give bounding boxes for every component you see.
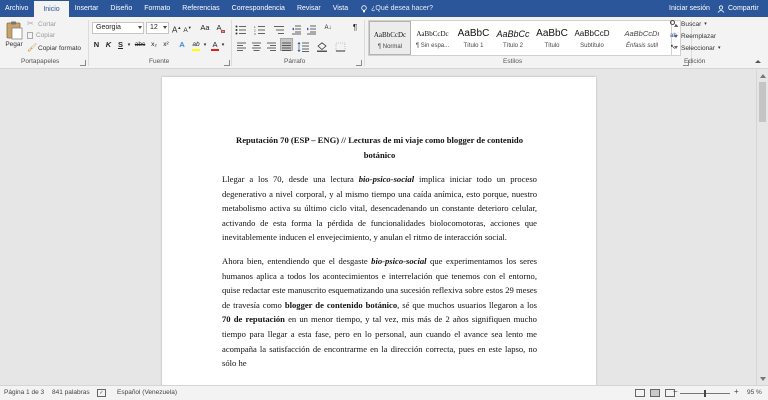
language[interactable]: Español (Venezuela): [117, 389, 177, 396]
paragraph-dialog-launcher[interactable]: [356, 60, 362, 66]
tab-formato[interactable]: Formato: [144, 5, 171, 12]
style-title[interactable]: [533, 21, 571, 55]
status-bar: [0, 385, 768, 400]
style-heading-2[interactable]: [493, 21, 533, 55]
paste-button[interactable]: [4, 20, 24, 56]
bold-button[interactable]: N: [93, 40, 100, 49]
format-painter-button[interactable]: [27, 44, 81, 52]
font-name-value: Georgia: [96, 24, 121, 31]
svg-text:2: 2: [254, 28, 256, 33]
decrease-indent-icon: [291, 25, 302, 35]
scissors-icon: ✂: [27, 19, 34, 28]
style-name: Subtítulo: [580, 43, 604, 49]
zoom-out-button[interactable]: −: [673, 387, 678, 396]
paragraph-group-label: Párrafo: [284, 58, 306, 65]
style-subtitle[interactable]: [571, 21, 613, 55]
underline-button[interactable]: S: [117, 40, 123, 49]
borders-button[interactable]: [335, 39, 349, 51]
svg-text:1: 1: [254, 25, 256, 29]
separator: [364, 20, 365, 66]
svg-text:3: 3: [254, 32, 256, 35]
style-sample: AaBbC: [536, 28, 568, 39]
style-heading-1[interactable]: [454, 21, 493, 55]
signin-link[interactable]: Iniciar sesión: [669, 5, 710, 12]
paragraph-1: Llegar a los 70, desde una lectura bio-psico-social implica iniciar todo un proceso degenerativo a nivel corporal, y al mismo tiempo una caída anímica, esto porque, nuestro metabolismo activa su último ciclo vital, desencadenando un constante deterioro celular, activando de esta forma la pérdida de funcionalidades biolocomotoras, acciones que inevitablemente inducen el envejecimiento, y anulan el ritmo de interacción social.: [222, 174, 537, 243]
chevron-down-icon: ▾: [717, 45, 721, 51]
change-case-button[interactable]: Aa: [200, 23, 210, 32]
justify-icon: [281, 42, 292, 52]
select-label: Seleccionar: [681, 44, 715, 52]
highlight-color-swatch: [192, 49, 200, 51]
font-size-value: 12: [150, 24, 158, 31]
cursor-icon: ↖: [670, 44, 676, 51]
line-spacing-button[interactable]: [297, 39, 311, 51]
tab-insertar[interactable]: Insertar: [74, 5, 99, 12]
paragraph-2: Ahora bien, entendiendo que el desgaste bio-psico-social que experimentamos los seres humanos aplica a todos los acontecimientos e interrelación que tenemos con el entorno, quise redactar este manuscrito esquematizando una sucesión reflexiva sobre estos 29 meses de travesía como blogger de contenido botánico, sé que muchos usuarios llegaron a los 70 de reputación en un menor tiempo, y tal vez, mis más de 2 años signifiquen mucho tiempo para llegar a esta fase, pero en lo personal, aun cuando el avance sea lento me acompaña la satisfacción de encontrarme en la dirección correcta, pues en este lapso, no sólo he: [222, 255, 537, 369]
style-name: ¶ Sin espa...: [415, 43, 450, 49]
person-icon: [717, 5, 725, 13]
text-effects-button[interactable]: A: [179, 40, 185, 49]
collapse-ribbon-button[interactable]: [754, 59, 762, 65]
style-name: Título: [544, 43, 560, 49]
format-painter-label: Copiar formato: [38, 44, 81, 52]
chevron-down-icon: ▾: [704, 21, 707, 27]
increase-indent-icon: [306, 25, 317, 35]
multilevel-list-icon: [273, 25, 285, 35]
ribbon: [0, 17, 768, 69]
separator: [88, 20, 89, 66]
zoom-slider-thumb[interactable]: [704, 390, 706, 397]
style-no-spacing[interactable]: [411, 21, 454, 55]
style-subtle-emphasis[interactable]: [613, 21, 671, 55]
clear-formatting-button[interactable]: A: [214, 22, 224, 34]
read-mode-icon[interactable]: [635, 389, 645, 397]
scroll-down-icon[interactable]: [760, 377, 766, 381]
zoom-slider[interactable]: [680, 393, 730, 394]
clipboard-dialog-launcher[interactable]: [80, 60, 86, 66]
eraser-icon: [221, 30, 225, 33]
strikethrough-button[interactable]: abc: [134, 41, 146, 48]
tab-inicio[interactable]: Inicio: [34, 0, 68, 17]
separator: [231, 20, 232, 66]
font-color-swatch: [211, 49, 219, 51]
style-sample: AaBbCcDc: [373, 31, 407, 39]
copy-button[interactable]: [27, 32, 55, 39]
style-name: ¶ Normal: [377, 44, 403, 50]
font-color-dropdown[interactable]: ▾: [221, 42, 225, 48]
chevron-up-icon: [755, 60, 761, 63]
scroll-up-icon[interactable]: [760, 74, 766, 78]
tab-archivo[interactable]: Archivo: [5, 5, 29, 12]
replace-icon: ab: [670, 33, 677, 39]
paint-bucket-icon: [316, 42, 328, 52]
copy-label: Copiar: [36, 32, 56, 39]
font-dialog-launcher[interactable]: [224, 60, 230, 66]
tab-revisar[interactable]: Revisar: [296, 5, 321, 12]
align-center-icon: [251, 42, 262, 52]
clipboard-group-label: Portapapeles: [21, 58, 60, 65]
document-title: Reputación 70 (ESP – ENG) // Lecturas de mi viaje como blogger de contenido botánico: [235, 135, 523, 160]
document-page[interactable]: [162, 77, 596, 385]
styles-gallery: [368, 20, 681, 56]
print-layout-icon[interactable]: [650, 389, 660, 397]
numbering-button[interactable]: [254, 22, 270, 34]
lightbulb-icon: [360, 5, 368, 13]
style-sample: AaBbCc: [496, 29, 530, 39]
style-sample: AaBbCcD: [574, 29, 610, 38]
superscript-button[interactable]: x²: [163, 41, 169, 48]
line-spacing-icon: [297, 42, 310, 52]
shrink-font-button[interactable]: A▼: [183, 25, 192, 35]
paste-label: Pegar: [5, 41, 23, 48]
share-button[interactable]: [717, 0, 759, 17]
style-name: Énfasis sutil: [625, 43, 658, 49]
search-icon: [670, 20, 678, 28]
document-body[interactable]: [222, 133, 537, 371]
find-button[interactable]: [670, 20, 707, 28]
scroll-thumb[interactable]: [759, 82, 766, 122]
sort-button[interactable]: A↓: [324, 25, 332, 31]
multilevel-list-button[interactable]: [273, 22, 287, 34]
styles-group-label: Estilos: [503, 58, 523, 65]
select-button[interactable]: [670, 44, 720, 52]
style-normal[interactable]: [369, 21, 411, 55]
italic-button[interactable]: K: [105, 40, 112, 49]
find-label: Buscar: [681, 20, 702, 28]
font-group-label: Fuente: [149, 58, 170, 65]
font-color-label: A: [212, 40, 218, 49]
highlight-label: ab: [192, 41, 200, 48]
zoom-in-button[interactable]: +: [734, 387, 739, 396]
replace-button[interactable]: [670, 32, 716, 40]
increase-indent-button[interactable]: [306, 22, 318, 34]
font-name-box[interactable]: [92, 22, 144, 34]
subscript-button[interactable]: x₂: [151, 41, 157, 48]
underline-dropdown[interactable]: ▾: [127, 42, 131, 48]
style-name: Título 1: [463, 43, 484, 49]
style-sample: AaBbCcDc: [416, 30, 449, 38]
tab-diseno[interactable]: Diseño: [110, 5, 133, 12]
share-label: Compartir: [728, 5, 759, 12]
show-formatting-button[interactable]: ¶: [352, 23, 358, 32]
replace-label: Reemplazar: [681, 32, 717, 40]
align-center-button[interactable]: [251, 39, 263, 51]
zoom-level[interactable]: 95 %: [747, 389, 762, 396]
decrease-indent-button[interactable]: [291, 22, 303, 34]
shading-button[interactable]: [316, 39, 330, 51]
font-color-button[interactable]: [210, 39, 220, 51]
style-name: Título 2: [502, 43, 523, 49]
numbered-list-icon: [254, 25, 266, 35]
tell-me-box[interactable]: [354, 5, 433, 13]
tab-referencias[interactable]: Referencias: [182, 5, 220, 12]
format-painter-icon: 🖌: [27, 43, 38, 52]
align-right-icon: [266, 42, 277, 52]
chevron-down-icon: [163, 26, 167, 29]
bullets-button[interactable]: [235, 22, 251, 34]
highlight-dropdown[interactable]: ▾: [203, 42, 207, 48]
highlight-button[interactable]: [191, 39, 201, 51]
tell-me-text: ¿Qué desea hacer?: [371, 5, 433, 12]
tab-correspondencia[interactable]: Correspondencia: [231, 5, 285, 12]
copy-icon: [27, 32, 33, 39]
align-left-icon: [236, 42, 247, 52]
clipboard-icon: [5, 20, 23, 40]
borders-icon: [335, 42, 346, 52]
document-area: [0, 70, 768, 385]
word-count[interactable]: 841 palabras: [52, 389, 90, 396]
align-left-button[interactable]: [236, 39, 248, 51]
tab-vista[interactable]: Vista: [332, 5, 349, 12]
cut-button[interactable]: [27, 20, 56, 28]
cut-label: Cortar: [38, 20, 57, 28]
style-sample: AaBbCcDı: [624, 29, 660, 38]
vertical-scrollbar[interactable]: [756, 70, 768, 385]
justify-button[interactable]: [280, 38, 293, 51]
style-sample: AaBbC: [457, 28, 490, 39]
chevron-down-icon: [138, 26, 142, 29]
page-count[interactable]: Página 1 de 3: [4, 389, 45, 396]
ribbon-tab-bar: [0, 0, 768, 17]
font-size-box[interactable]: [146, 22, 169, 34]
proofing-icon[interactable]: ✓: [97, 389, 106, 397]
align-right-button[interactable]: [266, 39, 278, 51]
grow-font-button[interactable]: A▲: [172, 25, 182, 35]
editing-group-label: Edición: [684, 58, 706, 65]
bullet-list-icon: [235, 25, 247, 35]
